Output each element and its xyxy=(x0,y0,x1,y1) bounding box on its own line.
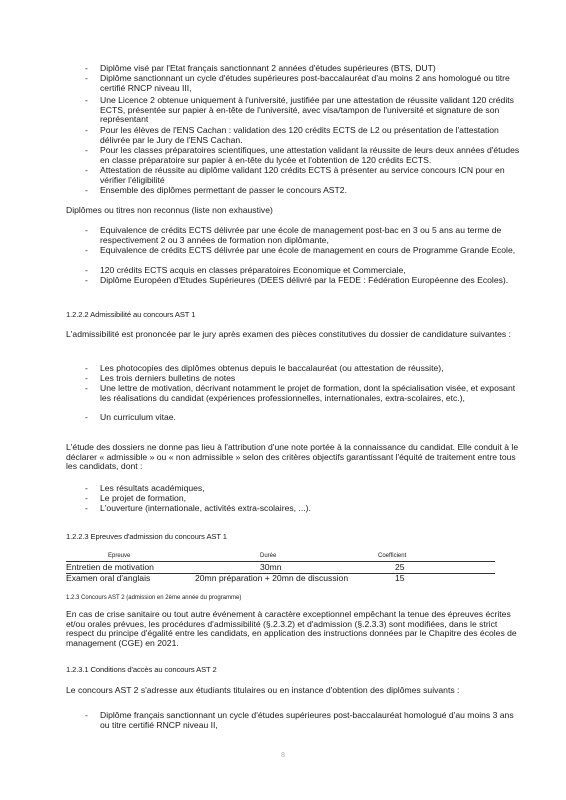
bullet-dash: - xyxy=(85,275,88,285)
list-item: Attestation de réussite au diplôme validant 120 crédits ECTS à présenter au service concours ICN pour en vérifier l'éligibilité xyxy=(100,165,505,185)
section-heading-123: 1.2.3 Concours AST 2 (admission en 2ème année du programme) xyxy=(66,595,242,601)
bullet-dash: - xyxy=(85,503,88,513)
table-cell: Examen oral d'anglais xyxy=(66,573,151,583)
list-item: Les photocopies des diplômes obtenus depuis le baccalauréat (ou attestation de réussite), xyxy=(100,363,444,373)
bullet-dash: - xyxy=(85,383,88,393)
bullet-dash: - xyxy=(85,185,88,195)
bullet-dash: - xyxy=(85,412,88,422)
bullet-dash: - xyxy=(85,265,88,275)
list-item: Le projet de formation, xyxy=(100,493,186,503)
table-cell: 20mn préparation + 20mn de discussion xyxy=(195,573,349,583)
list-item: Les résultats académiques, xyxy=(100,483,205,493)
bullet-dash: - xyxy=(85,125,88,135)
list-item: Une Licence 2 obtenue uniquement à l'université, justifiée par une attestation de réussite validant 120 crédits ECTS, présentée sur papier à en-tête de l'université, avec visa/tampon de l'université et signature de son représentant xyxy=(100,95,514,125)
bullet-dash: - xyxy=(85,373,88,383)
section-heading-1223: 1.2.2.3 Epreuves d'admission du concours AST 1 xyxy=(66,532,227,541)
admissibility-intro: L'admissibilité est prononcée par le jury après examen des pièces constitutives du dossier de candidature suivantes : xyxy=(66,329,511,339)
list-item: Diplôme visé par l'Etat français sanctionnant 2 années d'études supérieures (BTS, DUT) xyxy=(100,63,436,73)
bullet-dash: - xyxy=(85,63,88,73)
list-item: Les trois derniers bulletins de notes xyxy=(100,373,236,383)
bullet-dash: - xyxy=(85,145,88,155)
list-item: 120 crédits ECTS acquis en classes préparatoires Economique et Commerciale, xyxy=(100,265,406,275)
list-item: Diplôme sanctionnant un cycle d'études supérieures post-baccalauréat d'au moins 2 ans homologué ou titre certifié RNCP niveau III, xyxy=(100,73,510,93)
ast2-intro: Le concours AST 2 s'adresse aux étudiants titulaires ou en instance d'obtention des diplômes suivants : xyxy=(66,685,460,695)
bullet-dash: - xyxy=(85,225,88,235)
list-item: Pour les élèves de l'ENS Cachan : validation des 120 crédits ECTS de L2 ou présentation de l'attestation délivrée par le Jury de l'ENS Cachan. xyxy=(100,125,499,145)
bullet-dash: - xyxy=(85,95,88,105)
table-cell: 15 xyxy=(395,573,405,583)
table-header-coefficient: Coefficient xyxy=(378,553,407,559)
section-heading-1231: 1.2.3.1 Conditions d'accès au concours AST 2 xyxy=(66,665,217,674)
page-number: 8 xyxy=(281,752,285,759)
list-item: Ensemble des diplômes permettant de passer le concours AST2. xyxy=(100,185,347,195)
list-item: Equivalence de crédits ECTS délivrée par une école de management post-bac en 3 ou 5 ans au terme de respectivement 2 ou 3 années de formation non diplômante, xyxy=(100,225,502,245)
table-cell: 30mn xyxy=(260,562,282,572)
list-item: Pour les classes préparatoires scientifiques, une attestation validant la réussite de leurs deux années d'études en classe préparatoire sur papier à en-tête du lycée et l'obtention de 120 crédits ECTS. xyxy=(100,145,520,165)
bullet-dash: - xyxy=(85,165,88,175)
table-cell: Entretien de motivation xyxy=(66,562,154,572)
study-paragraph: L'étude des dossiers ne donne pas lieu à l'attribution d'une note portée à la connaissance du candidat. Elle conduit à le déclarer « admissible » ou « non admissible » selon des critères objectifs garantissant l'équité de traitement entre tous les candidats, dont : xyxy=(66,442,519,472)
bullet-dash: - xyxy=(85,363,88,373)
bullet-dash: - xyxy=(85,245,88,255)
section-heading-1222: 1.2.2.2 Admissibilité au concours AST 1 xyxy=(66,310,196,319)
list-item: Un curriculum vitae. xyxy=(100,412,176,422)
table-header-epreuve: Epreuve xyxy=(108,553,131,559)
bullet-dash: - xyxy=(85,710,88,720)
list-item: L'ouverture (internationale, activités extra-scolaires, ...). xyxy=(100,503,311,513)
table-cell: 25 xyxy=(395,562,405,572)
non-recognized-title: Diplômes ou titres non reconnus (liste non exhaustive) xyxy=(66,205,273,215)
list-item: Une lettre de motivation, décrivant notamment le projet de formation, dont la spécialisation visée, et exposant les réalisations du candidat (expériences professionnelles, internationales, extra-scolaires, etc.), xyxy=(100,383,516,403)
crisis-paragraph: En cas de crise sanitaire ou tout autre événement à caractère exceptionnel empêchant la tenue des épreuves écrites et/ou orales prévues, les procédures d'admissibilité (§.2.3.2) et d'admission (§.2.3.3) sont modifiées, dans le strict respect du principe d'égalité entre les candidats, en application des instructions données par le Chapitre des écoles de management (CGE) en 2021. xyxy=(66,609,517,648)
table-header-duree: Durée xyxy=(260,553,277,559)
bullet-dash: - xyxy=(85,493,88,503)
list-item: Diplôme Européen d'Etudes Supérieures (DEES délivré par la FEDE : Fédération Européenne des Ecoles). xyxy=(100,275,509,285)
bullet-dash: - xyxy=(85,73,88,83)
bullet-dash: - xyxy=(85,483,88,493)
list-item: Diplôme français sanctionnant un cycle d'études supérieures post-baccalauréat homologué d'au moins 3 ans ou titre certifié RNCP niveau II, xyxy=(100,710,514,730)
list-item: Equivalence de crédits ECTS délivrée par une école de management en cours de Programme Grande Ecole, xyxy=(100,245,516,255)
